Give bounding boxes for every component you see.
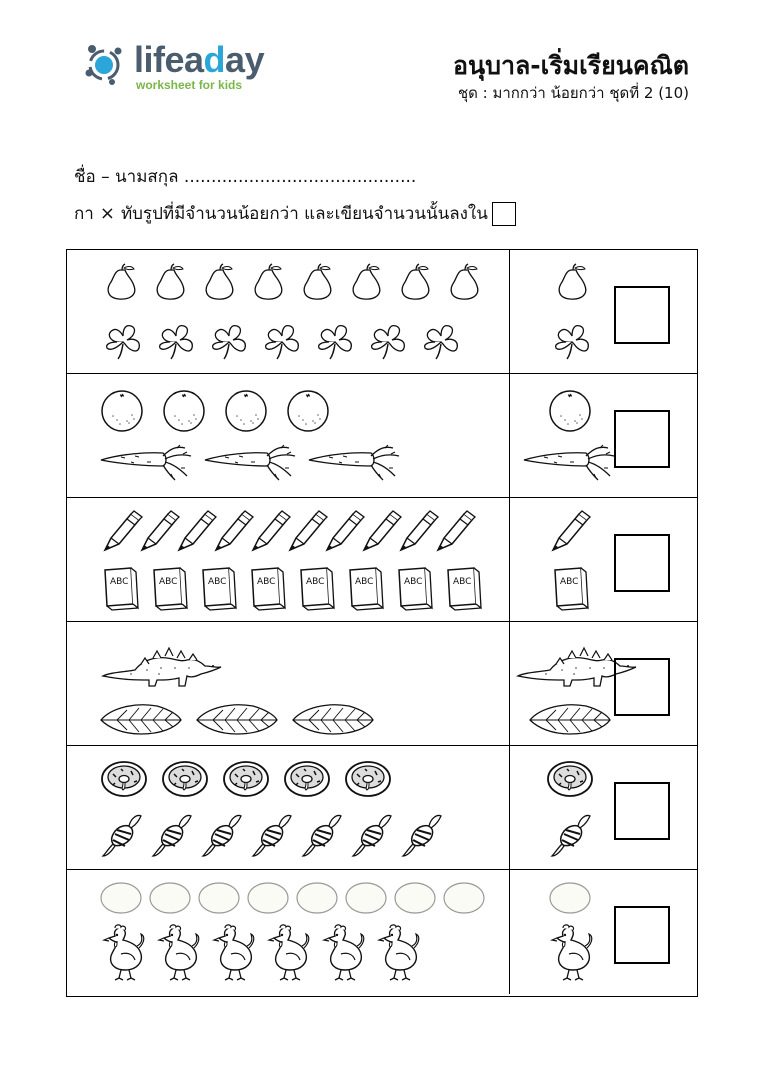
clover-icon[interactable]	[550, 322, 590, 360]
leaf-icon[interactable]	[530, 702, 610, 734]
name-field-line[interactable]: ชื่อ – นามสกุล ...........................................	[74, 167, 417, 187]
egg-icon[interactable]	[395, 882, 435, 913]
answer-box[interactable]	[614, 286, 670, 344]
pear-icon[interactable]	[395, 264, 431, 300]
answer-box[interactable]	[614, 906, 670, 964]
carrot-icon[interactable]	[524, 444, 616, 482]
pear-icon[interactable]	[248, 264, 284, 300]
clover-icon[interactable]	[101, 322, 141, 360]
donut-icon[interactable]	[345, 760, 391, 798]
carrot-icon[interactable]	[205, 444, 297, 482]
pear-icon[interactable]	[552, 264, 588, 300]
picture-group	[67, 746, 509, 869]
clover-icon[interactable]	[207, 322, 247, 360]
exercise-row	[67, 498, 697, 622]
answer-box[interactable]	[614, 410, 670, 468]
pencil-icon[interactable]	[175, 510, 217, 552]
donut-icon[interactable]	[223, 760, 269, 798]
orange-icon[interactable]	[101, 390, 143, 432]
chicken-icon[interactable]	[156, 926, 198, 980]
answer-cell	[510, 622, 697, 745]
clover-icon[interactable]	[419, 322, 459, 360]
answer-cell	[510, 870, 697, 994]
clover-icon[interactable]	[154, 322, 194, 360]
chicken-icon[interactable]	[376, 926, 418, 980]
candy-icon[interactable]	[151, 814, 191, 858]
candy-icon[interactable]	[550, 814, 590, 858]
cross-mark-icon: ×	[99, 203, 115, 224]
egg-icon[interactable]	[101, 882, 141, 913]
chicken-icon[interactable]	[266, 926, 308, 980]
exercise-row	[67, 622, 697, 746]
candy-icon[interactable]	[301, 814, 341, 858]
leaf-icon[interactable]	[197, 702, 277, 734]
abc-book-icon[interactable]	[395, 566, 433, 611]
chicken-icon[interactable]	[101, 926, 143, 980]
donut-icon[interactable]	[162, 760, 208, 798]
egg-icon[interactable]	[550, 882, 590, 913]
candy-icon[interactable]	[101, 814, 141, 858]
pear-icon[interactable]	[101, 264, 137, 300]
orange-icon[interactable]	[287, 390, 329, 432]
answer-cell	[510, 498, 697, 621]
egg-icon[interactable]	[248, 882, 288, 913]
answer-cell	[510, 374, 697, 497]
carrot-icon[interactable]	[309, 444, 401, 482]
logo-wordmark: lifeaday	[134, 39, 265, 80]
pencil-icon[interactable]	[286, 510, 328, 552]
picture-group	[67, 250, 509, 373]
chicken-icon[interactable]	[321, 926, 363, 980]
egg-icon[interactable]	[346, 882, 386, 913]
carrot-icon[interactable]	[101, 444, 193, 482]
answer-cell	[510, 250, 697, 373]
pear-icon[interactable]	[346, 264, 382, 300]
donut-icon[interactable]	[284, 760, 330, 798]
pear-icon[interactable]	[199, 264, 235, 300]
exercise-grid	[66, 249, 698, 997]
donut-icon[interactable]	[101, 760, 147, 798]
clover-icon[interactable]	[260, 322, 300, 360]
abc-book-icon[interactable]	[551, 566, 589, 611]
picture-group	[67, 374, 509, 497]
logo-mark-icon	[82, 40, 132, 90]
pencil-icon[interactable]	[249, 510, 291, 552]
candy-icon[interactable]	[251, 814, 291, 858]
pencil-icon[interactable]	[434, 510, 476, 552]
abc-book-icon[interactable]	[444, 566, 482, 611]
egg-icon[interactable]	[297, 882, 337, 913]
leaf-icon[interactable]	[101, 702, 181, 734]
chicken-icon[interactable]	[211, 926, 253, 980]
exercise-row	[67, 374, 697, 498]
pencil-icon[interactable]	[101, 510, 143, 552]
answer-box[interactable]	[614, 782, 670, 840]
pear-icon[interactable]	[444, 264, 480, 300]
instruction-prefix: กา	[74, 204, 94, 224]
answer-box[interactable]	[614, 534, 670, 592]
picture-group	[67, 622, 509, 745]
abc-book-icon[interactable]	[199, 566, 237, 611]
pencil-icon[interactable]	[360, 510, 402, 552]
chicken-icon[interactable]	[549, 926, 591, 980]
pencil-icon[interactable]	[138, 510, 180, 552]
clover-icon[interactable]	[313, 322, 353, 360]
logo-tagline: worksheet for kids	[136, 78, 243, 92]
answer-box[interactable]	[614, 658, 670, 716]
pencil-icon[interactable]	[323, 510, 365, 552]
exercise-row	[67, 870, 697, 994]
pear-icon[interactable]	[150, 264, 186, 300]
egg-icon[interactable]	[444, 882, 484, 913]
picture-group	[67, 870, 509, 994]
candy-icon[interactable]	[201, 814, 241, 858]
orange-icon[interactable]	[549, 390, 591, 432]
picture-group	[67, 498, 509, 621]
abc-book-icon[interactable]	[101, 566, 139, 611]
abc-book-icon[interactable]	[297, 566, 335, 611]
candy-icon[interactable]	[351, 814, 391, 858]
candy-icon[interactable]	[401, 814, 441, 858]
page-title: อนุบาล-เริ่มเรียนคณิต	[452, 51, 689, 80]
answer-box-sample	[492, 202, 516, 226]
clover-icon[interactable]	[366, 322, 406, 360]
pencil-icon[interactable]	[397, 510, 439, 552]
orange-icon[interactable]	[225, 390, 267, 432]
donut-icon[interactable]	[547, 760, 593, 798]
answer-cell	[510, 746, 697, 869]
exercise-row	[67, 250, 697, 374]
egg-icon[interactable]	[150, 882, 190, 913]
page-subtitle: ชุด : มากกว่า น้อยกว่า ชุดที่ 2 (10)	[457, 84, 689, 102]
instruction-text: ทับรูปที่มีจำนวนน้อยกว่า และเขียนจำนวนนั้นลงใน	[120, 204, 488, 224]
dinosaur-icon[interactable]	[101, 640, 223, 688]
egg-icon[interactable]	[199, 882, 239, 913]
pencil-icon[interactable]	[549, 510, 591, 552]
pear-icon[interactable]	[297, 264, 333, 300]
lifeaday-logo	[82, 38, 282, 98]
abc-book-icon[interactable]	[150, 566, 188, 611]
instruction	[74, 200, 516, 227]
orange-icon[interactable]	[163, 390, 205, 432]
exercise-row	[67, 746, 697, 870]
abc-book-icon[interactable]	[346, 566, 384, 611]
pencil-icon[interactable]	[212, 510, 254, 552]
leaf-icon[interactable]	[293, 702, 373, 734]
abc-book-icon[interactable]	[248, 566, 286, 611]
